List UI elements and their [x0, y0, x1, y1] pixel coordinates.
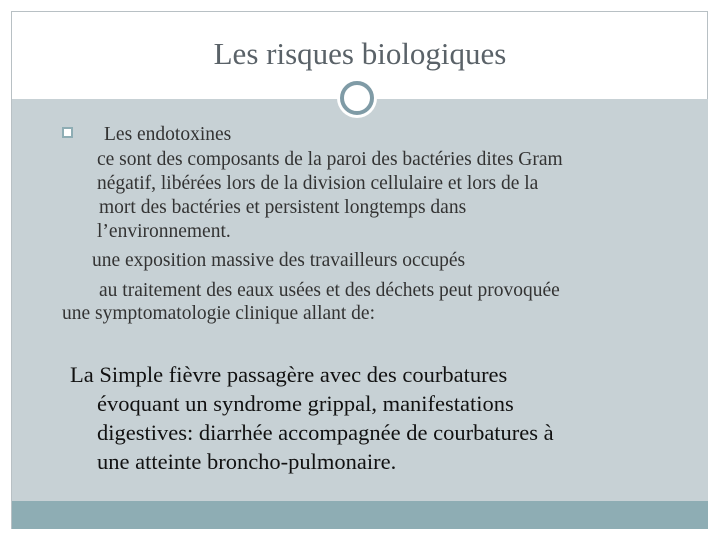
body-line: négatif, libérées lors de la division cellulaire et lors de la — [97, 173, 539, 194]
body-line: l’environnement. — [97, 221, 231, 242]
bullet-heading: Les endotoxines — [104, 124, 232, 145]
body-line: une symptomatologie clinique allant de: — [62, 303, 376, 324]
emphasis-line: évoquant un syndrome grippal, manifestations — [97, 391, 514, 416]
footer-bar — [12, 501, 708, 529]
body-line: mort des bactéries et persistent longtemps dans — [99, 197, 467, 218]
emphasis-line: digestives: diarrhée accompagnée de courbatures à — [97, 420, 554, 445]
body-line: une exposition massive des travailleurs occupés — [92, 250, 466, 271]
body-line: au traitement des eaux usées et des déchets peut provoquée — [99, 280, 560, 301]
square-bullet-icon — [62, 127, 73, 138]
emphasis-line: La Simple fièvre passagère avec des courbatures — [70, 362, 508, 387]
slide-title: Les risques biologiques — [213, 36, 507, 71]
circle-ornament-icon — [340, 81, 374, 115]
body-line: ce sont des composants de la paroi des bactéries dites Gram — [97, 149, 563, 170]
emphasis-line: une atteinte broncho-pulmonaire. — [97, 449, 397, 474]
